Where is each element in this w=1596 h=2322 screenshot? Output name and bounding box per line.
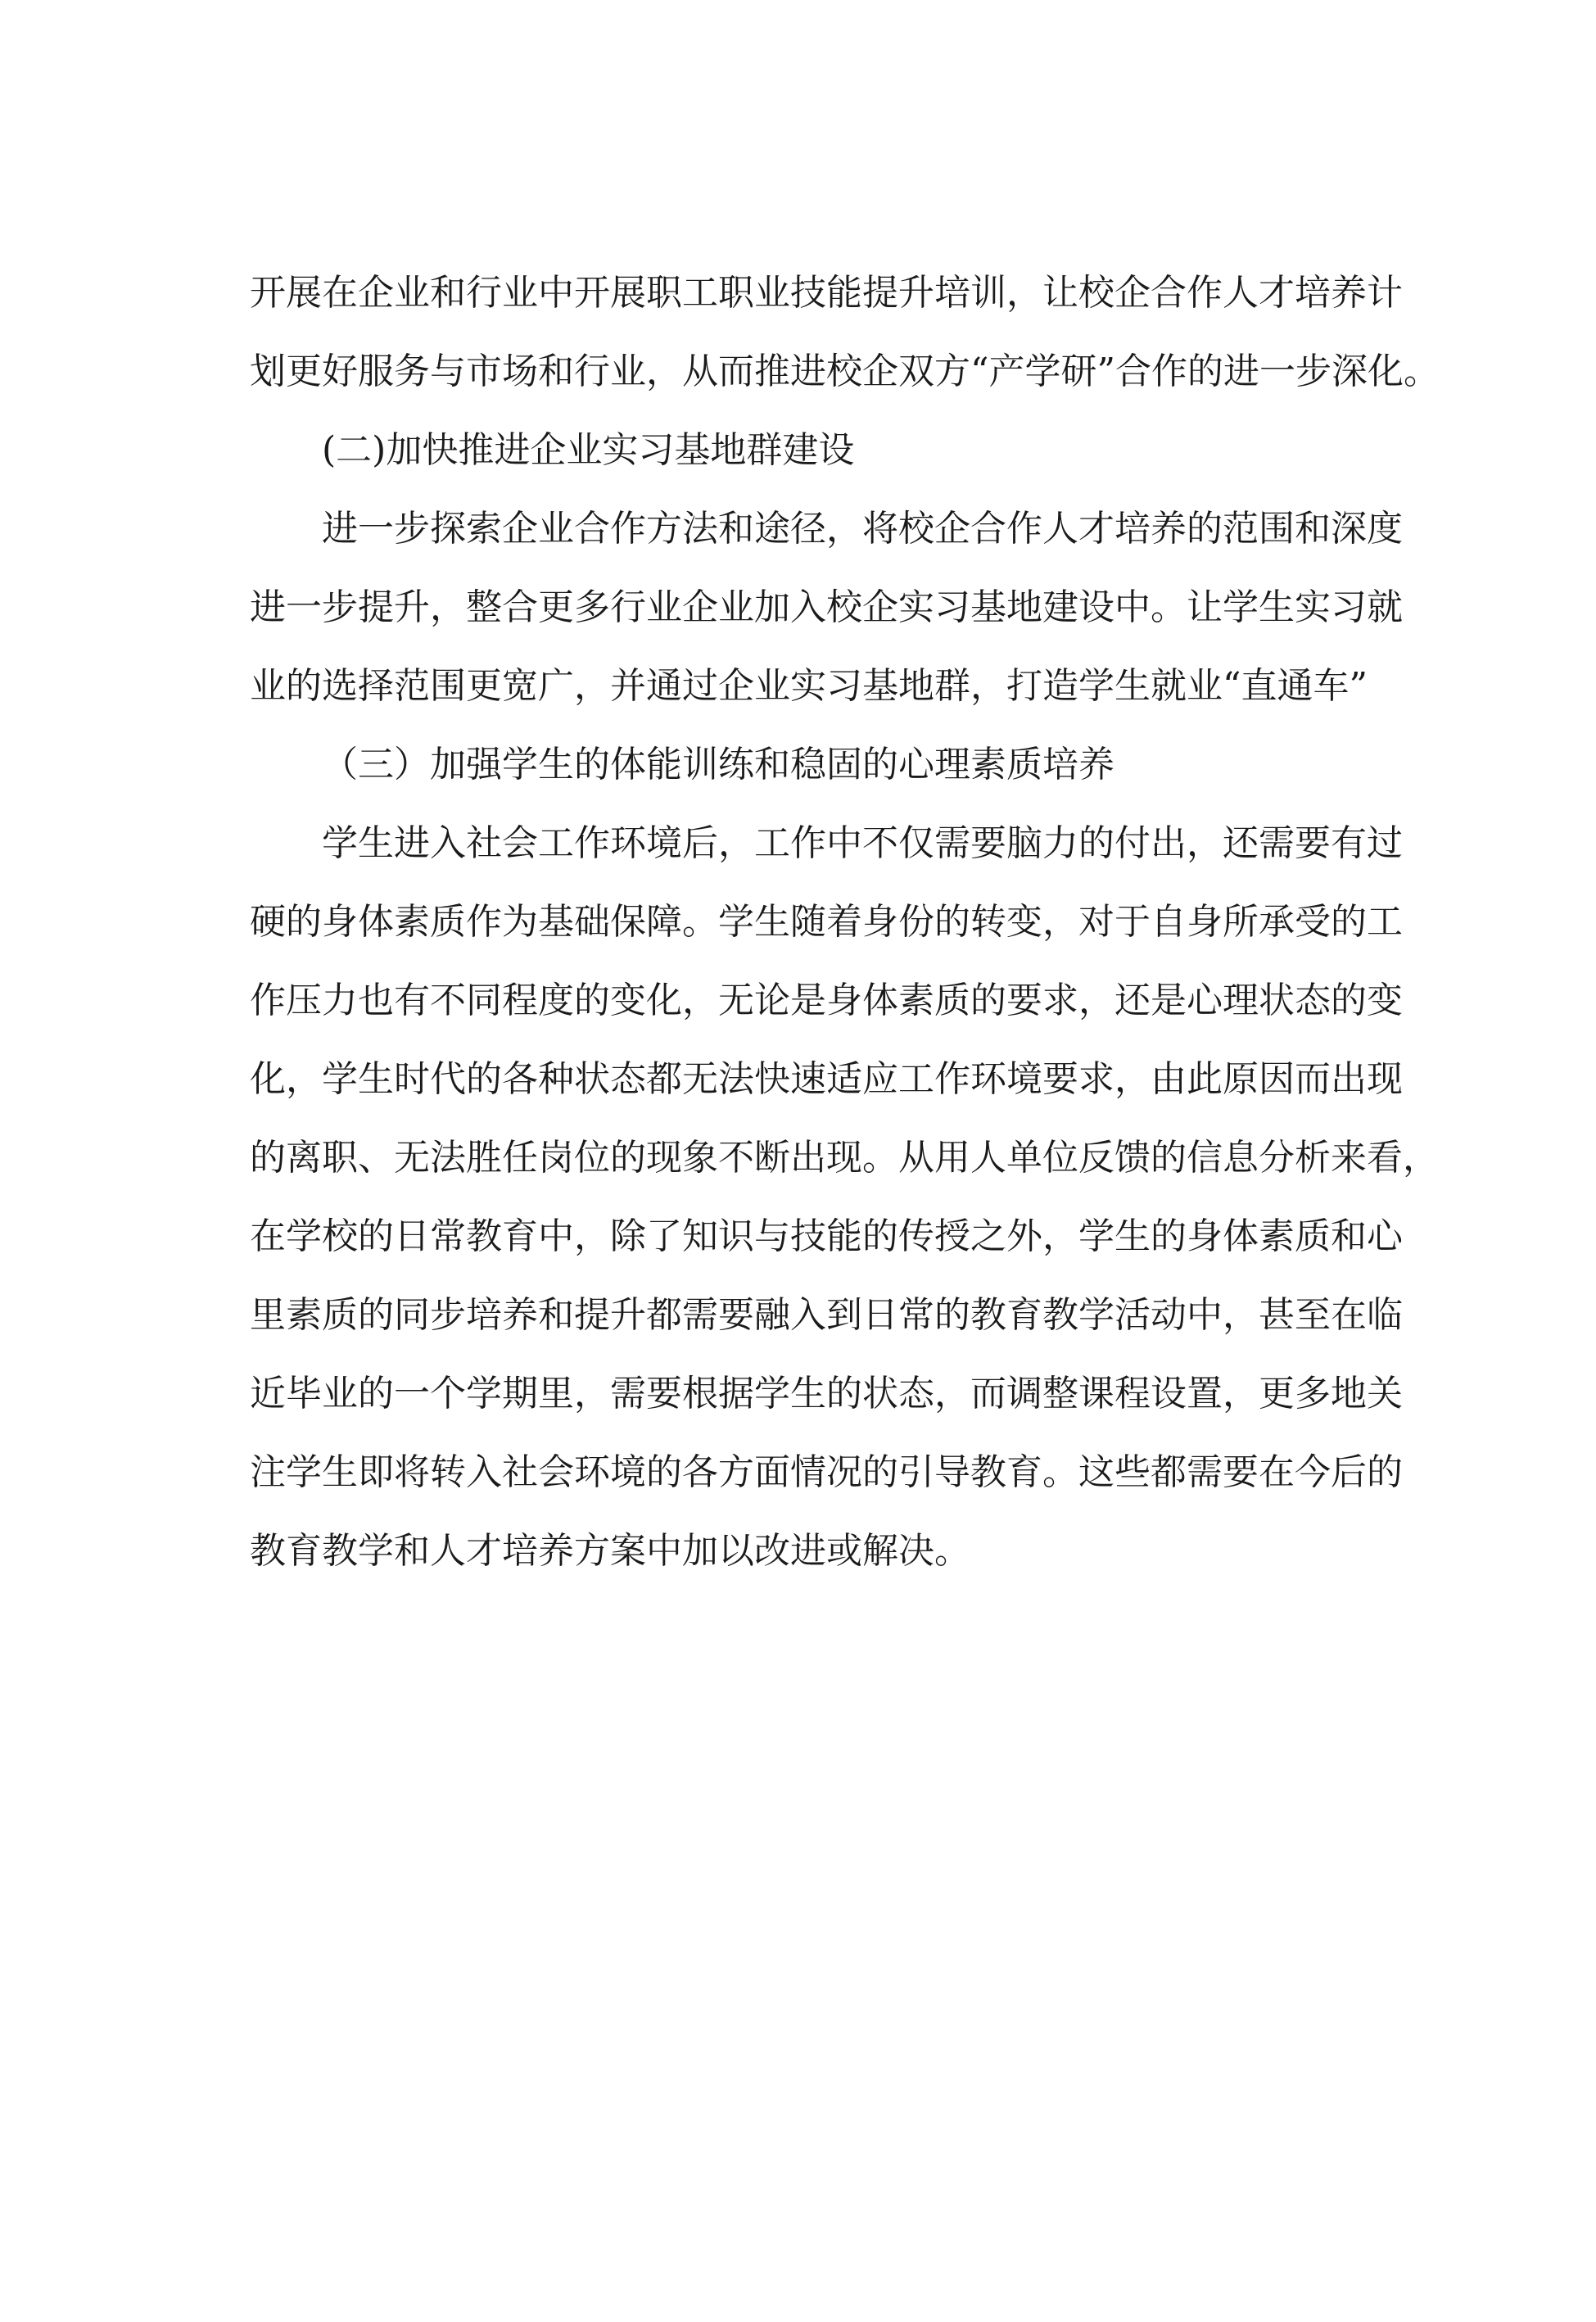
paragraph-3-line-5: 的离职、无法胜任岗位的现象不断出现。从用人单位反馈的信息分析来看， <box>250 1137 1439 1179</box>
paragraph-3-line-4: 化，学生时代的各种状态都无法快速适应工作环境要求，由此原因而出现 <box>250 1058 1403 1100</box>
paragraph-3-line-7: 里素质的同步培养和提升都需要融入到日常的教育教学活动中，甚至在临 <box>250 1294 1403 1336</box>
section-heading-3: （三）加强学生的体能训练和稳固的心理素质培养 <box>322 744 1114 785</box>
paragraph-1-line-2: 划更好服务与市场和行业，从而推进校企双方“产学研”合作的进一步深化。 <box>250 351 1440 392</box>
paragraph-3-line-1: 学生进入社会工作环境后，工作中不仅需要脑力的付出，还需要有过 <box>322 822 1403 864</box>
paragraph-2-line-2: 进一步提升，整合更多行业企业加入校企实习基地建设中。让学生实习就 <box>250 586 1403 628</box>
paragraph-3-line-8: 近毕业的一个学期里，需要根据学生的状态，而调整课程设置，更多地关 <box>250 1373 1403 1414</box>
paragraph-2-line-1: 进一步探索企业合作方法和途径，将校企合作人才培养的范围和深度 <box>322 508 1403 550</box>
paragraph-1-line-1: 开展在企业和行业中开展职工职业技能提升培训，让校企合作人才培养计 <box>250 272 1403 314</box>
paragraph-3-line-3: 作压力也有不同程度的变化，无论是身体素质的要求，还是心理状态的变 <box>250 980 1403 1021</box>
paragraph-3-line-10: 教育教学和人才培养方案中加以改进或解决。 <box>250 1530 970 1572</box>
section-heading-2: (二)加快推进企业实习基地群建设 <box>322 429 855 471</box>
paragraph-3-line-6: 在学校的日常教育中，除了知识与技能的传授之外，学生的身体素质和心 <box>250 1215 1403 1257</box>
paragraph-2-line-3: 业的选择范围更宽广，并通过企业实习基地群，打造学生就业“直通车” <box>250 665 1368 707</box>
paragraph-3-line-9: 注学生即将转入社会环境的各方面情况的引导教育。这些都需要在今后的 <box>250 1451 1403 1493</box>
paragraph-3-line-2: 硬的身体素质作为基础保障。学生随着身份的转变，对于自身所承受的工 <box>250 901 1403 943</box>
document-body <box>250 254 1440 1591</box>
